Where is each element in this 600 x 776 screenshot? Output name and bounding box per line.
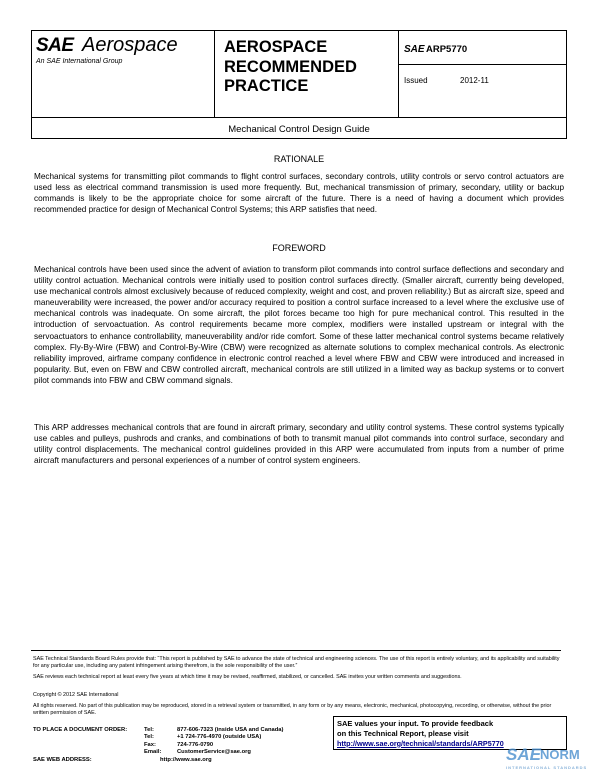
document-title: Mechanical Control Design Guide [228, 124, 370, 135]
email-label: Email: [144, 749, 162, 756]
watermark-norm-text: NORM [540, 747, 580, 762]
sae-logo: SAE [36, 35, 74, 56]
title-line: PRACTICE [224, 77, 309, 95]
fax-label: Fax: [144, 741, 156, 748]
rationale-paragraph: Mechanical systems for transmitting pilot commands to flight control surfaces, secondary controls, utility controls or servo control actuators are used less as electrical command transmission is used more frequently. But, mechanical transmission of primary, secondary, utility or backup commands is likely to be the appropriate choice for some aircraft of the future. There is a need of having a document which provides recommended practice for design of Mechanical Control Systems; this ARP satisfies that need. [34, 172, 564, 215]
footer-rule [31, 650, 561, 651]
web-address-link[interactable]: http://www.sae.org [160, 757, 212, 763]
copyright: Copyright © 2012 SAE International [33, 692, 119, 698]
logo-subtitle: An SAE International Group [36, 58, 123, 65]
rationale-heading: RATIONALE [273, 154, 325, 164]
doc-number: ARP5770 [426, 44, 468, 55]
sae-norm-watermark [506, 745, 592, 773]
tel-value[interactable]: +1 724-776-4970 (outside USA) [177, 734, 262, 741]
email-link[interactable]: CustomerService@sae.org [177, 749, 251, 756]
foreword-heading: FOREWORD [272, 243, 326, 253]
title-line: RECOMMENDED [224, 57, 357, 76]
rights-notice: All rights reserved. No part of this publication may be reproduced, stored in a retrieval system or transmitted, in any form or by any means, electronic, mechanical, photocopying, recording, or otherwise, without the prior written permission of SAE. [33, 703, 552, 716]
foreword-paragraph: Mechanical controls have been used since the advent of aviation to transform pilot commands into control surface deflections and secondary and utility control actuation. Mechanical controls were initially used to position control surfaces directly. (Smaller aircraft, currently being developed, use mechanical controls almost exclusively because of reduced complexity, weight and cost, and proven reliability.) But as aircraft size, speed and maneuverability were increased, the power and/or accuracy required to position a control surface increased to a level where the exclusive use of mechanical controls was inadequate. On some aircraft, the pilot forces became too high for pure mechanical control. This resulted in the introduction of servoactuation. As control requirements became more complex, modifiers were installed upstream or integral with the servoactuators to enhance controllability, maneuverability and/or ride comfort. Some of these latter mechanical control systems became relatively complex. Fly-By-Wire (FBW) and Control-By-Wire (CBW) were recognized as alternate solutions to complex mechanical controls. As electronic reliability improved, airframe company confidence in electronic control reached a level where FBW and CBW were introduced and increased in popularity. But, even on FBW and CBW controlled aircraft, mechanical controls are still utilized in a limited way as backup systems or to convert pilot commands into FBW and CBW command signals. [34, 265, 564, 385]
order-label: TO PLACE A DOCUMENT ORDER: [33, 727, 128, 733]
title-line: AEROSPACE [224, 38, 328, 56]
tel-label: Tel: [144, 727, 154, 733]
header-divider [214, 31, 215, 117]
tel-value[interactable]: 877-606-7323 (inside USA and Canada) [177, 727, 284, 733]
feedback-link[interactable]: http://www.sae.org/technical/standards/ARP5770 [337, 738, 504, 748]
fax-value: 724-776-0790 [177, 741, 214, 748]
order-contact-block [33, 727, 283, 757]
issued-label: Issued [404, 76, 428, 85]
web-address-label: SAE WEB ADDRESS: [33, 757, 92, 763]
header-divider [398, 31, 399, 117]
feedback-text: on this Technical Report, please visit [337, 728, 469, 738]
feedback-text: SAE values your input. To provide feedback [337, 719, 494, 728]
review-note: SAE reviews each technical report at least every five years at which time it may be revised, reaffirmed, stabilized, or cancelled. SAE invites your written comments and suggestions. [33, 674, 462, 680]
header-divider [32, 117, 566, 118]
tel-label: Tel: [144, 734, 154, 741]
watermark-sae-text: SAE [506, 745, 541, 764]
foreword-paragraph: This ARP addresses mechanical controls that are found in aircraft primary, secondary and utility control systems. These control systems typically use cables and pulleys, pushrods and cranks, and combinations of both to transmit manual pilot commands into control surface, secondary and utility control displacements. The mechanical control guidelines provided in this ARP were accumulated from inputs from a number of prime aircraft manufacturers and personal experiences of a number of control system engineers. [34, 423, 564, 466]
doc-number-prefix: SAE [404, 44, 425, 55]
document-type-title [224, 38, 394, 97]
doc-number-rule [399, 64, 567, 65]
document-header [31, 30, 567, 139]
watermark-subtext: INTERNATIONAL STANDARDS [506, 765, 588, 770]
standards-board-rules: SAE Technical Standards Board Rules provide that: “This report is published by SAE to advance the state of technical and engineering sciences. The use of this report is entirely voluntary, and its applicability and suitability for any particular use, including any patent infringement arising therefrom, is the sole responsibility of the user.” [33, 656, 560, 669]
sae-aerospace-logo-text: Aerospace [82, 34, 178, 56]
issued-date: 2012-11 [460, 76, 489, 85]
